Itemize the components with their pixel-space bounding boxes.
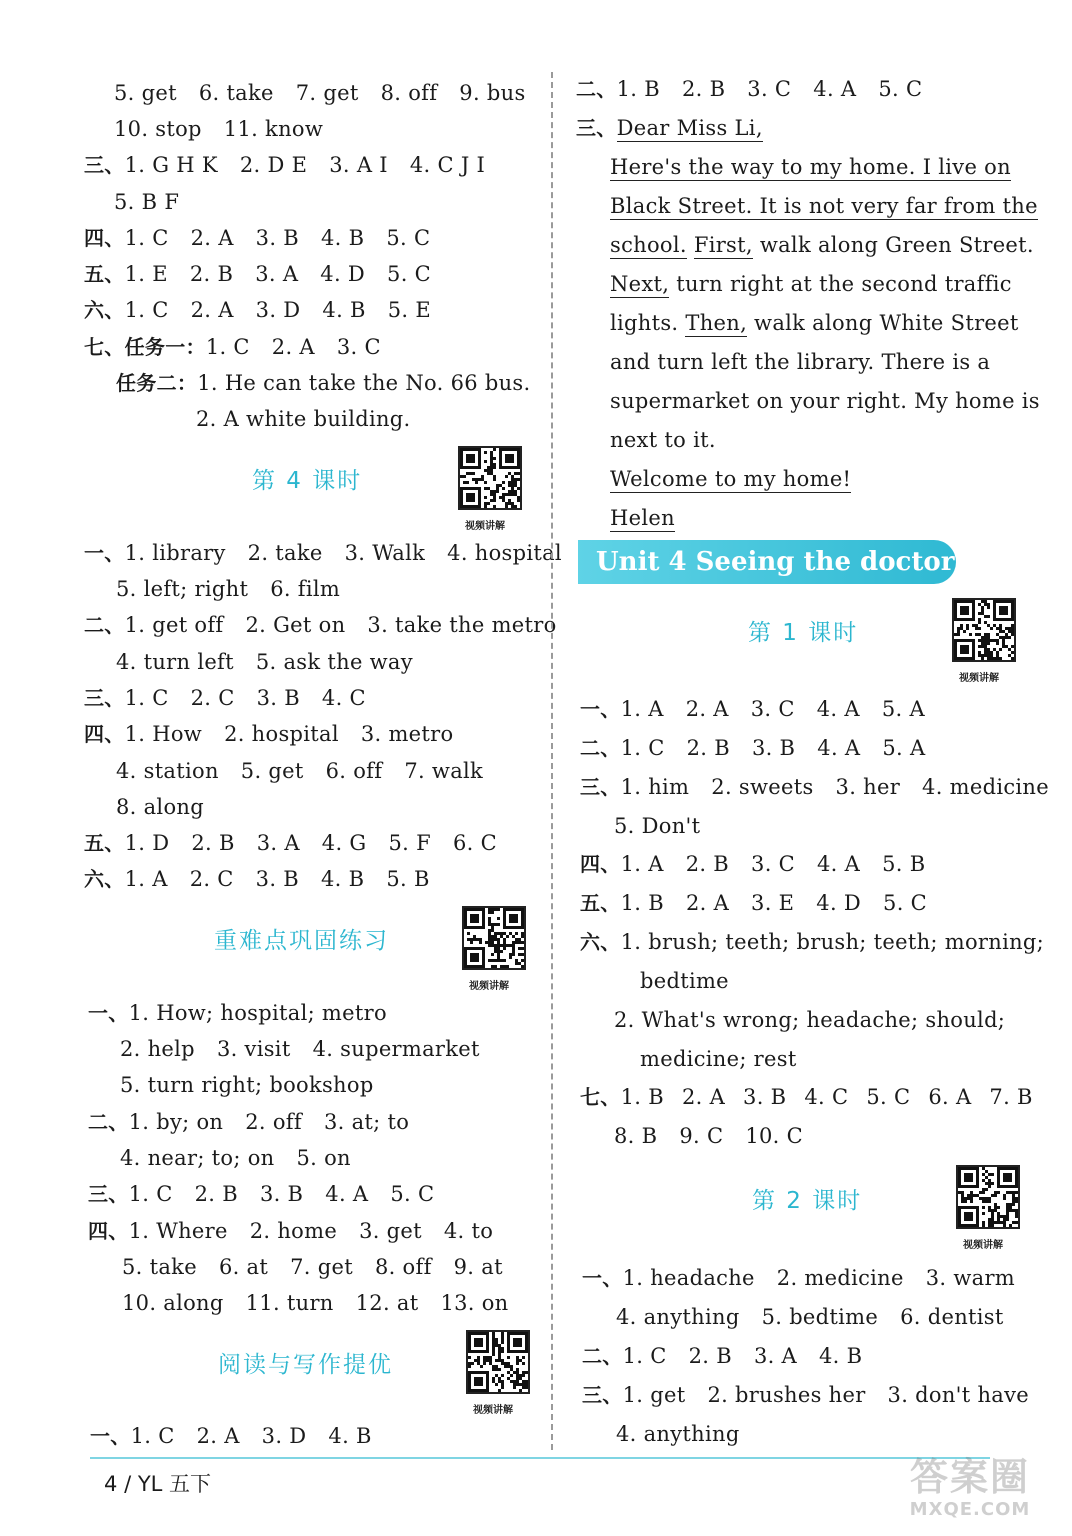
qr-code-icon[interactable] bbox=[956, 1165, 1020, 1229]
answer-item: 4. station bbox=[116, 759, 219, 783]
letter-line bbox=[610, 388, 1040, 414]
letter-text: First, bbox=[693, 233, 753, 257]
answer-item: 5. bedtime bbox=[761, 1305, 879, 1329]
letter-text: school. bbox=[610, 233, 687, 257]
section-label: 四、 bbox=[580, 852, 621, 876]
page-number: 4 bbox=[104, 1472, 118, 1496]
letter-text: walk along White Street bbox=[747, 311, 1019, 335]
answer-item: 4. A bbox=[325, 1182, 369, 1206]
qr-pattern bbox=[460, 448, 520, 508]
answer-item: 1. brush; teeth; brush; teeth; morning; bbox=[620, 930, 1045, 954]
answer-line bbox=[582, 1265, 1015, 1291]
answer-item: 3. E bbox=[751, 891, 795, 915]
answer-item: 2. C bbox=[189, 867, 234, 891]
answer-item: 1. B bbox=[616, 77, 660, 101]
answer-item: 2. A bbox=[685, 697, 729, 721]
section-label: 一、 bbox=[90, 1424, 131, 1448]
section-label: 三、 bbox=[576, 116, 617, 140]
answer-line bbox=[84, 830, 497, 856]
answer-line bbox=[614, 813, 700, 839]
answer-item: 11. know bbox=[223, 117, 324, 141]
answer-item: 3. C bbox=[750, 697, 795, 721]
answer-item: 5. get bbox=[240, 759, 304, 783]
answer-item: 2. hospital bbox=[224, 722, 339, 746]
answer-line bbox=[614, 1007, 1005, 1033]
answer-item: 4. B bbox=[322, 298, 366, 322]
answer-item: 3. take the metro bbox=[367, 613, 557, 637]
letter-line bbox=[610, 349, 990, 375]
answer-line bbox=[84, 261, 431, 287]
answer-item: 2. B bbox=[189, 262, 234, 286]
letter-text: supermarket on your right. My home is bbox=[610, 389, 1040, 413]
section-label: 五、 bbox=[580, 891, 621, 915]
answer-line bbox=[90, 1423, 372, 1449]
answer-item: 5. F bbox=[388, 831, 431, 855]
answer-item: 4. A bbox=[816, 697, 860, 721]
answer-line bbox=[114, 189, 179, 215]
section-label: 五、 bbox=[84, 262, 125, 286]
qr-code-icon[interactable] bbox=[458, 446, 522, 510]
answer-item: 1. A bbox=[620, 697, 664, 721]
section-label: 二、 bbox=[88, 1110, 129, 1134]
answer-line bbox=[84, 225, 430, 251]
answer-item: 2. off bbox=[245, 1110, 302, 1134]
answer-line bbox=[84, 685, 366, 711]
answer-item: 12. at bbox=[355, 1291, 419, 1315]
answer-line bbox=[120, 1072, 374, 1098]
answer-line bbox=[582, 1343, 862, 1369]
answer-item: 7. get bbox=[295, 81, 359, 105]
lesson-heading: 第 1 课时 bbox=[748, 620, 859, 646]
answer-item: 4. B bbox=[819, 1344, 863, 1368]
qr-code-icon[interactable] bbox=[462, 906, 526, 970]
answer-item: 3. B bbox=[743, 1085, 787, 1109]
answer-item: 4. B bbox=[328, 1424, 372, 1448]
answer-item: 2. B bbox=[191, 831, 235, 855]
answer-item: 5. A bbox=[882, 736, 926, 760]
letter-line bbox=[610, 232, 1034, 258]
letter-signature: Helen bbox=[610, 506, 675, 530]
letter-line bbox=[610, 505, 675, 531]
section-label: 二、 bbox=[580, 736, 621, 760]
answer-item: 1. A bbox=[124, 867, 168, 891]
answer-item: 13. on bbox=[440, 1291, 509, 1315]
answer-item: 3. B bbox=[751, 736, 796, 760]
answer-item: 5. on bbox=[296, 1146, 351, 1170]
answer-item: 4. C bbox=[321, 686, 366, 710]
answer-line bbox=[122, 1290, 509, 1316]
answer-item: 3. Walk bbox=[344, 541, 426, 565]
section-label: 任务二： bbox=[116, 371, 198, 395]
answer-item: 2. B bbox=[688, 1344, 732, 1368]
section-heading: 重难点巩固练习 bbox=[214, 928, 389, 954]
section-label: 二、 bbox=[582, 1344, 623, 1368]
section-label: 三、 bbox=[84, 153, 125, 177]
answer-item: 3. C bbox=[751, 852, 796, 876]
answer-item: 2. A bbox=[681, 1085, 726, 1109]
unit-banner: Unit 4 Seeing the doctor bbox=[578, 540, 956, 584]
answer-item: 11. turn bbox=[245, 1291, 334, 1315]
answer-item: 3. warm bbox=[925, 1266, 1015, 1290]
answer-item: 5. E bbox=[387, 298, 432, 322]
answer-item: 2. take bbox=[247, 541, 323, 565]
section-label: 三、 bbox=[580, 775, 621, 799]
answer-item: 2. A bbox=[196, 1424, 240, 1448]
answer-item: 4. hospital bbox=[447, 541, 562, 565]
answer-item: 3. A I bbox=[329, 153, 388, 177]
answer-line bbox=[580, 1084, 1033, 1110]
qr-code-icon[interactable] bbox=[466, 1330, 530, 1394]
answer-item: 5. turn right; bookshop bbox=[120, 1073, 374, 1097]
answer-item: 4. D bbox=[320, 262, 366, 286]
answer-item: 9. at bbox=[453, 1255, 503, 1279]
answer-line bbox=[84, 540, 562, 566]
answer-item: 4. A bbox=[813, 77, 857, 101]
answer-item: 1. B bbox=[620, 1085, 664, 1109]
answer-item: 2. D E bbox=[239, 153, 308, 177]
answer-item: 3. B bbox=[259, 1182, 304, 1206]
section-label: 三、 bbox=[582, 1383, 623, 1407]
answer-item: 1. C bbox=[130, 1424, 175, 1448]
answer-item: 10. stop bbox=[114, 117, 202, 141]
answer-item: 2. home bbox=[249, 1219, 338, 1243]
answer-item: 8. along bbox=[116, 795, 204, 819]
answer-item: 1. He can take the No. 66 bus. bbox=[197, 371, 531, 395]
answer-item: 10. C bbox=[745, 1124, 803, 1148]
answer-line bbox=[116, 370, 530, 396]
answer-item: 4. medicine bbox=[922, 775, 1049, 799]
answer-item: 3. C bbox=[747, 77, 792, 101]
answer-item: 3. her bbox=[835, 775, 901, 799]
section-label: 六、 bbox=[84, 867, 125, 891]
letter-text: Next, bbox=[610, 272, 670, 296]
answer-item: 4. D bbox=[816, 891, 862, 915]
answer-item: 7. walk bbox=[404, 759, 484, 783]
footer-separator: / bbox=[124, 1472, 132, 1496]
answer-item: 1. C bbox=[124, 686, 169, 710]
answer-item: 3. at; to bbox=[323, 1110, 410, 1134]
answer-item: 5. take bbox=[122, 1255, 197, 1279]
answer-item: 3. C bbox=[336, 335, 381, 359]
qr-caption: 视频讲解 bbox=[963, 1240, 1003, 1251]
answer-item: 1. C bbox=[128, 1182, 173, 1206]
answer-line bbox=[84, 612, 557, 638]
answer-line bbox=[114, 116, 323, 142]
answer-item: 2. A bbox=[190, 298, 234, 322]
letter-text: Then, bbox=[685, 311, 748, 335]
answer-item: 8. B bbox=[614, 1124, 658, 1148]
letter-line bbox=[610, 427, 716, 453]
section-label: 一、 bbox=[580, 697, 621, 721]
answer-line bbox=[576, 115, 763, 141]
answer-line bbox=[580, 735, 925, 761]
answer-item: 7. B bbox=[989, 1085, 1033, 1109]
answer-line bbox=[84, 866, 430, 892]
qr-caption: 视频讲解 bbox=[465, 521, 505, 532]
section-label: 二、 bbox=[84, 613, 125, 637]
answer-item: medicine; rest bbox=[640, 1047, 797, 1071]
answer-item: 1. C bbox=[124, 298, 169, 322]
column-divider bbox=[551, 72, 553, 1450]
answer-item: 9. C bbox=[679, 1124, 724, 1148]
answer-item: 2. help bbox=[120, 1037, 195, 1061]
answer-item: 4. A bbox=[817, 736, 861, 760]
answer-line bbox=[580, 890, 927, 916]
qr-pattern bbox=[464, 908, 524, 968]
answer-item: 4. anything bbox=[616, 1422, 740, 1446]
answer-item: 2. A bbox=[190, 226, 234, 250]
qr-caption: 视频讲解 bbox=[473, 1405, 513, 1416]
answer-item: 5. C bbox=[387, 262, 432, 286]
answer-item: 3. D bbox=[255, 298, 301, 322]
answer-item: 4. supermarket bbox=[312, 1037, 480, 1061]
answer-item: 4. B bbox=[321, 226, 365, 250]
page-footer bbox=[104, 1468, 211, 1498]
answer-line bbox=[116, 794, 204, 820]
book-code: YL 五下 bbox=[137, 1472, 212, 1496]
section-label: 六、 bbox=[84, 298, 125, 322]
section-label: 四、 bbox=[88, 1219, 129, 1243]
answer-item: 1. C bbox=[124, 226, 169, 250]
answer-item: 3. A bbox=[255, 262, 299, 286]
answer-item: 3. A bbox=[753, 1344, 798, 1368]
answer-item: 5. C bbox=[390, 1182, 435, 1206]
letter-line bbox=[610, 466, 851, 492]
letter-text: lights. bbox=[610, 311, 679, 335]
section-label: 六、 bbox=[580, 930, 621, 954]
lesson-heading: 第 4 课时 bbox=[252, 468, 363, 494]
section-label: 七、任务一： bbox=[84, 335, 206, 359]
letter-line bbox=[610, 271, 1012, 297]
answer-item: 3. A bbox=[256, 831, 300, 855]
answer-item: 1. E bbox=[124, 262, 168, 286]
answer-item: 1. C bbox=[620, 736, 665, 760]
answer-item: 3. metro bbox=[360, 722, 454, 746]
answer-line bbox=[88, 1218, 493, 1244]
answer-item: 5. B bbox=[882, 852, 926, 876]
qr-caption: 视频讲解 bbox=[469, 981, 509, 992]
answer-item: 1. by; on bbox=[128, 1110, 224, 1134]
answer-line bbox=[580, 774, 1049, 800]
answer-item: 4. anything bbox=[616, 1305, 740, 1329]
answer-item: 1. C bbox=[622, 1344, 667, 1368]
answer-item: 1. A bbox=[620, 852, 664, 876]
answer-item: 1. B bbox=[620, 891, 664, 915]
answer-item: 2. A bbox=[685, 891, 730, 915]
answer-line bbox=[84, 297, 431, 323]
answer-item: 7. get bbox=[290, 1255, 353, 1279]
answer-line bbox=[88, 1109, 409, 1135]
answer-item: 5. ask the way bbox=[255, 650, 413, 674]
answer-item: 1. Where bbox=[128, 1219, 228, 1243]
watermark-logo bbox=[885, 1455, 1055, 1527]
answer-item: 1. get off bbox=[124, 613, 224, 637]
answer-item: 2. A bbox=[271, 335, 315, 359]
section-heading: 阅读与写作提优 bbox=[218, 1352, 393, 1378]
answer-item: 1. library bbox=[124, 541, 226, 565]
answer-line bbox=[84, 721, 453, 747]
answer-line bbox=[640, 1046, 797, 1072]
answer-item: 4. C J I bbox=[409, 153, 486, 177]
answer-line bbox=[616, 1304, 1004, 1330]
answer-line bbox=[116, 758, 483, 784]
answer-line bbox=[120, 1145, 351, 1171]
qr-pattern bbox=[954, 600, 1014, 660]
answer-item: 4. turn left bbox=[116, 650, 234, 674]
answer-line bbox=[616, 1421, 740, 1447]
footer-rule bbox=[90, 1457, 990, 1459]
answer-item: 3. get bbox=[359, 1219, 422, 1243]
answer-item: 3. visit bbox=[216, 1037, 291, 1061]
qr-pattern bbox=[958, 1167, 1018, 1227]
answer-item: 8. off bbox=[380, 81, 438, 105]
answer-item: 3. B bbox=[256, 686, 300, 710]
qr-caption: 视频讲解 bbox=[959, 673, 999, 684]
answer-item: 2. sweets bbox=[711, 775, 814, 799]
answer-item: 2. C bbox=[190, 686, 235, 710]
answer-item: 2. brushes her bbox=[707, 1383, 866, 1407]
answer-item: 2. Get on bbox=[245, 613, 346, 637]
answer-item: 1. How; hospital; metro bbox=[128, 1001, 387, 1025]
answer-item: 5. B F bbox=[114, 190, 180, 214]
answer-item: 5. C bbox=[878, 77, 923, 101]
answer-line bbox=[582, 1382, 1029, 1408]
answer-item: 2. What's wrong; headache; should; bbox=[614, 1008, 1006, 1032]
answer-line bbox=[580, 929, 1044, 955]
letter-text: turn right at the second traffic bbox=[669, 272, 1012, 296]
section-label: 七、 bbox=[580, 1085, 621, 1109]
answer-item: 6. dentist bbox=[900, 1305, 1004, 1329]
answer-line bbox=[88, 1181, 434, 1207]
answer-item: 1. C bbox=[205, 335, 250, 359]
answer-item: 1. G H K bbox=[124, 153, 218, 177]
answer-line bbox=[116, 649, 413, 675]
lesson-heading: 第 2 课时 bbox=[752, 1188, 863, 1214]
answer-item: 2. B bbox=[686, 736, 730, 760]
qr-pattern bbox=[468, 1332, 528, 1392]
answer-item: 3. B bbox=[255, 867, 300, 891]
answer-line bbox=[120, 1036, 480, 1062]
answer-item: 3. don't have bbox=[887, 1383, 1029, 1407]
section-label: 五、 bbox=[84, 831, 125, 855]
answer-item: 6. off bbox=[325, 759, 383, 783]
answer-item: 4. A bbox=[817, 852, 861, 876]
answer-line bbox=[114, 80, 526, 106]
section-label: 一、 bbox=[84, 541, 125, 565]
letter-text: next to it. bbox=[610, 428, 716, 452]
answer-item: 5. Don't bbox=[614, 814, 701, 838]
answer-item: 6. film bbox=[270, 577, 341, 601]
answer-item: 2. A white building. bbox=[196, 407, 411, 431]
answer-item: 10. along bbox=[122, 1291, 224, 1315]
answer-item: 5. get bbox=[114, 81, 177, 105]
answer-line bbox=[84, 334, 381, 360]
letter-text: and turn left the library. There is a bbox=[610, 350, 991, 374]
answer-item: 4. near; to; on bbox=[120, 1146, 275, 1170]
section-label: 二、 bbox=[576, 77, 617, 101]
answer-line bbox=[84, 152, 485, 178]
answer-item: bedtime bbox=[640, 969, 729, 993]
answer-item: 2. B bbox=[685, 852, 730, 876]
section-label: 三、 bbox=[84, 686, 125, 710]
qr-code-icon[interactable] bbox=[952, 598, 1016, 662]
answer-item: 6. at bbox=[218, 1255, 269, 1279]
answer-item: 6. take bbox=[198, 81, 274, 105]
answer-item: 4. C bbox=[804, 1085, 849, 1109]
letter-text: Welcome to my home! bbox=[610, 467, 852, 491]
answer-item: 2. medicine bbox=[776, 1266, 904, 1290]
answer-item: 6. A bbox=[928, 1085, 972, 1109]
answer-item: 5. C bbox=[883, 891, 928, 915]
answer-item: 9. bus bbox=[459, 81, 526, 105]
answer-item: 2. B bbox=[194, 1182, 238, 1206]
answer-item: 5. left; right bbox=[116, 577, 249, 601]
answer-item: 5. C bbox=[386, 226, 431, 250]
letter-text: walk along Green Street. bbox=[752, 233, 1034, 257]
letter-line bbox=[610, 193, 1038, 219]
answer-item: 1. headache bbox=[622, 1266, 755, 1290]
letter-text: Here's the way to my home. I live on bbox=[610, 155, 1011, 179]
answer-item: 2. B bbox=[681, 77, 726, 101]
answer-item: 6. C bbox=[452, 831, 497, 855]
answer-line bbox=[116, 576, 340, 602]
watermark-url: MXQE.COM bbox=[909, 1499, 1031, 1520]
letter-line bbox=[610, 310, 1019, 336]
section-label: 四、 bbox=[84, 226, 125, 250]
answer-line bbox=[88, 1000, 387, 1026]
answer-item: 3. D bbox=[261, 1424, 307, 1448]
answer-item: 4. to bbox=[443, 1219, 494, 1243]
answer-line bbox=[580, 851, 925, 877]
letter-greeting: Dear Miss Li, bbox=[616, 116, 763, 140]
answer-item: 1. get bbox=[622, 1383, 686, 1407]
answer-item: 5. C bbox=[866, 1085, 911, 1109]
section-label: 四、 bbox=[84, 722, 125, 746]
answer-line bbox=[614, 1123, 803, 1149]
answer-item: 1. D bbox=[124, 831, 170, 855]
watermark-text: 答案圈 bbox=[909, 1455, 1030, 1499]
answer-item: 5. A bbox=[881, 697, 925, 721]
answer-line bbox=[640, 968, 729, 994]
answer-item: 8. off bbox=[374, 1255, 432, 1279]
letter-text: Black Street. It is not very far from the bbox=[610, 194, 1038, 218]
answer-item: 3. B bbox=[255, 226, 300, 250]
section-label: 一、 bbox=[88, 1001, 129, 1025]
answer-line bbox=[580, 696, 925, 722]
answer-item: 4. B bbox=[321, 867, 365, 891]
letter-line bbox=[610, 154, 1011, 180]
answer-item: 4. G bbox=[321, 831, 367, 855]
answer-item: 1. him bbox=[620, 775, 690, 799]
answer-line bbox=[196, 406, 411, 432]
section-label: 三、 bbox=[88, 1182, 129, 1206]
answer-line bbox=[576, 76, 922, 102]
answer-item: 5. B bbox=[386, 867, 430, 891]
section-label: 一、 bbox=[582, 1266, 623, 1290]
answer-item: 1. How bbox=[124, 722, 203, 746]
answer-line bbox=[122, 1254, 503, 1280]
